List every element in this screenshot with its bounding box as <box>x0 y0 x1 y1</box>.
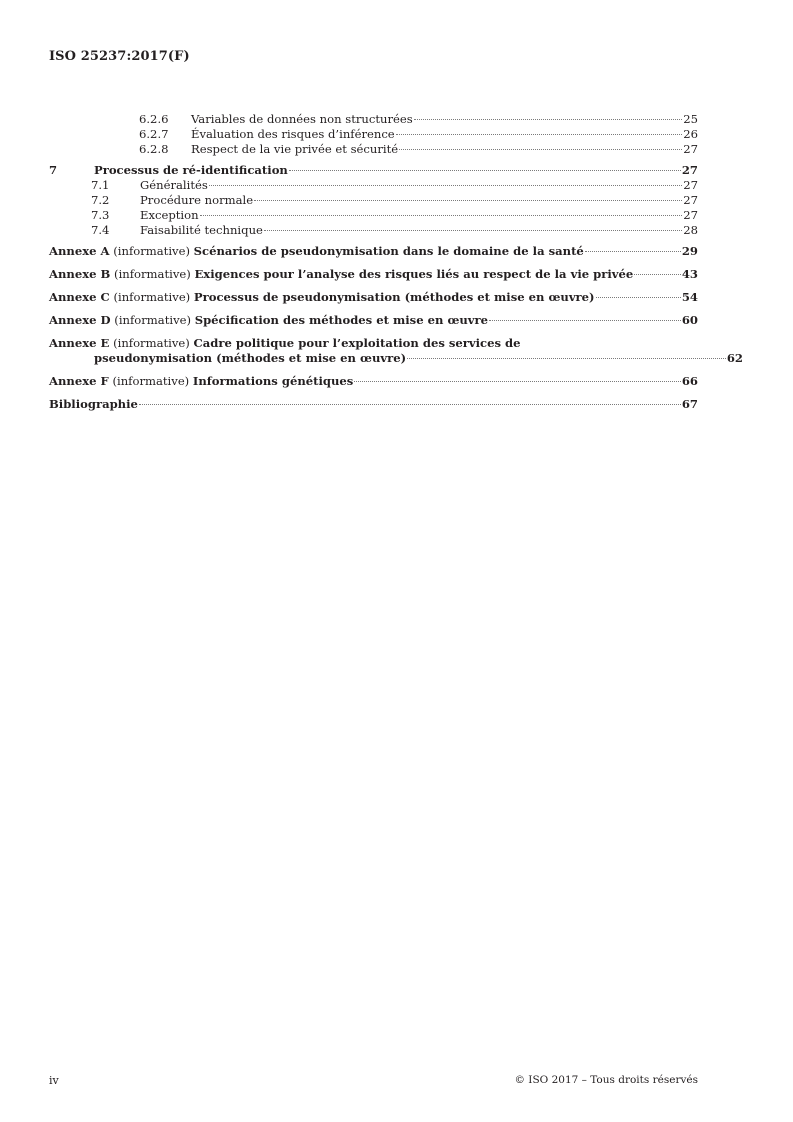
table-of-contents <box>49 112 743 412</box>
toc-entry-annex-c[interactable] <box>49 290 698 305</box>
annex-info: (informative) <box>109 244 194 258</box>
toc-number: 7.3 <box>91 208 110 222</box>
toc-title: Variables de données non structurées <box>191 112 413 126</box>
toc-page: 27 <box>683 142 698 156</box>
toc-title: Respect de la vie privée et sécurité <box>191 142 399 156</box>
toc-entry-bibliography[interactable] <box>49 397 698 412</box>
toc-entry-6-2-8[interactable] <box>49 142 698 157</box>
toc-page: 29 <box>681 244 698 258</box>
annex-label: Annexe D <box>49 313 111 327</box>
toc-title: Cadre politique pour l’exploitation des services de <box>193 336 521 350</box>
toc-title: Procédure normale <box>140 193 254 207</box>
annex-info: (informative) <box>109 336 194 350</box>
toc-leader <box>489 320 681 321</box>
toc-page: 26 <box>683 127 698 141</box>
toc-leader <box>634 274 681 275</box>
toc-entry-6-2-7[interactable] <box>49 127 698 142</box>
copyright-notice: © ISO 2017 – Tous droits réservés <box>514 1074 698 1086</box>
toc-leader <box>209 185 682 186</box>
toc-number: 6.2.7 <box>139 127 169 141</box>
toc-entry-annex-d[interactable] <box>49 313 698 328</box>
toc-number: 7 <box>49 163 58 177</box>
toc-title: Exigences pour l’analyse des risques liés au respect de la vie privée <box>194 267 634 281</box>
toc-title: Exception <box>140 208 199 222</box>
toc-leader <box>596 297 681 298</box>
toc-page: 27 <box>681 163 698 177</box>
annex-info: (informative) <box>108 374 193 388</box>
toc-leader <box>200 215 683 216</box>
annex-label: Annexe C <box>49 290 110 304</box>
toc-page: 27 <box>683 178 698 192</box>
toc-entry-7-4[interactable] <box>49 223 698 238</box>
toc-number: 7.2 <box>91 193 110 207</box>
toc-leader <box>414 119 683 120</box>
toc-number: 6.2.6 <box>139 112 169 126</box>
toc-title: Processus de pseudonymisation (méthodes et mise en œuvre) <box>193 290 595 304</box>
toc-entry-7-1[interactable] <box>49 178 698 193</box>
annex-e-line-1 <box>49 336 698 351</box>
toc-page: 43 <box>681 267 698 281</box>
toc-title-continued: pseudonymisation (méthodes et mise en œuvre) <box>94 351 407 365</box>
toc-title: Faisabilité technique <box>140 223 263 237</box>
toc-number: 7.1 <box>91 178 110 192</box>
toc-title: Informations génétiques <box>192 374 354 388</box>
annex-info: (informative) <box>109 290 194 304</box>
toc-page: 62 <box>726 351 743 365</box>
toc-entry-6-2-6[interactable] <box>49 112 698 127</box>
toc-entry-7-3[interactable] <box>49 208 698 223</box>
toc-leader <box>254 200 682 201</box>
toc-entry-7-2[interactable] <box>49 193 698 208</box>
toc-leader <box>399 149 682 150</box>
toc-page: 67 <box>681 397 698 411</box>
annex-label: Annexe F <box>49 374 109 388</box>
toc-number: 7.4 <box>91 223 110 237</box>
toc-leader <box>264 230 682 231</box>
toc-number: 6.2.8 <box>139 142 169 156</box>
toc-page: 60 <box>681 313 698 327</box>
toc-title: Bibliographie <box>49 397 138 411</box>
toc-entry-annex-e[interactable] <box>49 336 743 366</box>
toc-entry-annex-a[interactable] <box>49 244 698 259</box>
toc-entry-annex-f[interactable] <box>49 374 698 389</box>
toc-leader <box>396 134 683 135</box>
toc-page: 66 <box>681 374 698 388</box>
annex-label: Annexe B <box>49 267 111 281</box>
toc-title: Processus de ré-identification <box>94 163 288 177</box>
annex-info: (informative) <box>110 267 195 281</box>
toc-title: Généralités <box>140 178 208 192</box>
toc-title: Scénarios de pseudonymisation dans le domaine de la santé <box>193 244 584 258</box>
annex-e-line-2 <box>49 351 743 366</box>
toc-page: 25 <box>683 112 698 126</box>
toc-page: 27 <box>683 193 698 207</box>
annex-label: Annexe A <box>49 244 110 258</box>
annex-label: Annexe E <box>49 336 110 350</box>
toc-page: 54 <box>681 290 698 304</box>
page-number: iv <box>49 1074 59 1087</box>
toc-leader <box>354 381 681 382</box>
toc-leader <box>289 170 681 171</box>
toc-page: 27 <box>683 208 698 222</box>
toc-title: Évaluation des risques d’inférence <box>191 127 395 141</box>
toc-leader <box>139 404 681 405</box>
toc-title: Spécification des méthodes et mise en œuvre <box>194 313 489 327</box>
toc-leader <box>585 251 681 252</box>
toc-page: 28 <box>683 223 698 237</box>
toc-entry-7[interactable] <box>49 163 698 178</box>
annex-info: (informative) <box>110 313 195 327</box>
toc-entry-annex-b[interactable] <box>49 267 698 282</box>
toc-leader <box>407 358 726 359</box>
document-id: ISO 25237:2017(F) <box>49 49 190 64</box>
